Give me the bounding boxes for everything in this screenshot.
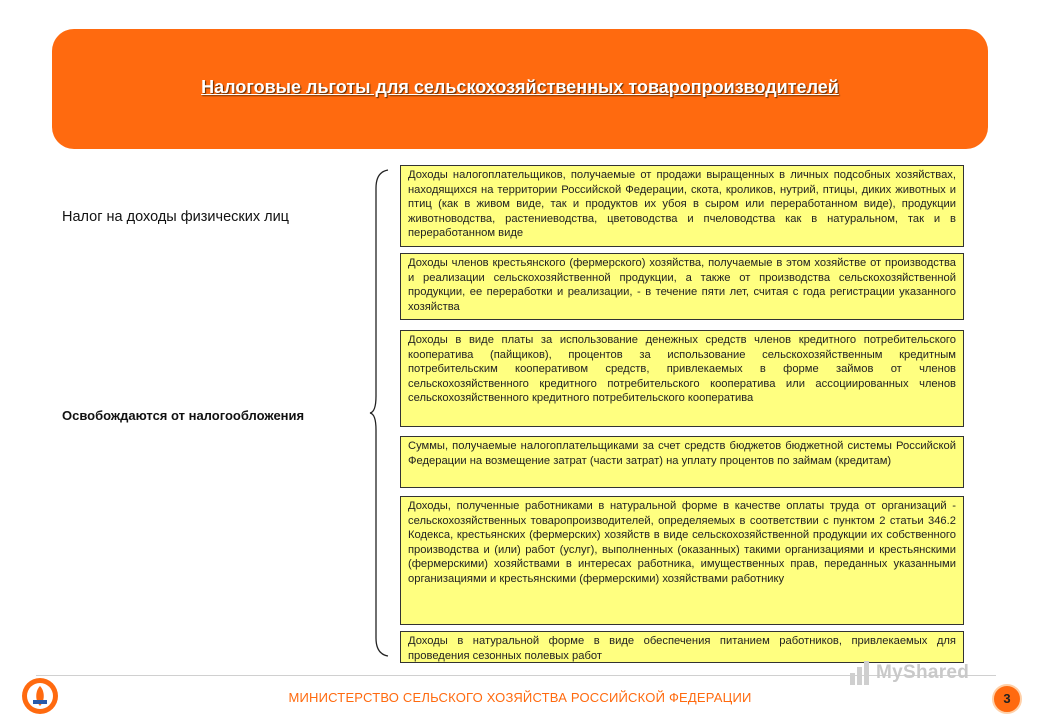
page-number-badge: 3 bbox=[992, 684, 1022, 714]
benefit-item-2: Доходы членов крестьянского (фермерского) хозяйства, получаемые в этом хозяйстве от производства и реализации сельскохозяйственной продукции, а также от производства сельскохозяйственной продукции, ее переработки и реализации, - в течение пяти лет, считая с года регистрации указанного хозяйства bbox=[400, 253, 964, 320]
tax-label: Налог на доходы физических лиц bbox=[62, 209, 289, 225]
curly-brace bbox=[368, 168, 392, 658]
benefit-item-5: Доходы, полученные работниками в натуральной форме в качестве оплаты труда от организаций - сельскохозяйственных товаропроизводителей, определяемых в соответствии с пунктом 2 статьи 346.2 Кодекса, крестьянских (фермерских) хозяйств в виде сельскохозяйственной продукции их собственного производства и (или) работ (услуг), выполненных (оказанных) такими организациями и крестьянскими (фермерскими) хозяйствами в интересах работника, имущественных прав, переданных указанными организациями и крестьянскими (фермерскими) хозяйствами работнику bbox=[400, 496, 964, 625]
page-title: Налоговые льготы для сельскохозяйственных товаропроизводителей bbox=[201, 77, 839, 97]
exempt-label: Освобождаются от налогообложения bbox=[62, 408, 305, 423]
benefit-item-1: Доходы налогоплательщиков, получаемые от продажи выращенных в личных подсобных хозяйствах, находящихся на территории Российской Федерации, скота, кроликов, нутрий, птицы, диких животных и птиц (как в живом виде, так и продуктов их убоя в сыром или переработанном виде), продукции животноводства, растениеводства, цветоводства и пчеловодства как в натуральном, так и в переработанном виде bbox=[400, 165, 964, 247]
watermark-icon bbox=[848, 659, 874, 687]
benefit-item-4: Суммы, получаемые налогоплательщиками за счет средств бюджетов бюджетной системы Российской Федерации на возмещение затрат (части затрат) на уплату процентов по займам (кредитам) bbox=[400, 436, 964, 488]
benefit-item-3: Доходы в виде платы за использование денежных средств членов кредитного потребительского кооператива (пайщиков), процентов за использование сельскохозяйственным кредитным потребительским кооперативом средств, привлекаемых в форме займов от членов сельскохозяйственного кредитного потребительского кооператива или ассоциированных членов сельскохозяйственного кредитного потребительского кооператива bbox=[400, 330, 964, 427]
benefit-item-6: Доходы в натуральной форме в виде обеспечения питанием работников, привлекаемых для проведения сезонных полевых работ bbox=[400, 631, 964, 663]
watermark-text: MyShared bbox=[876, 662, 970, 683]
ministry-footer: МИНИСТЕРСТВО СЕЛЬСКОГО ХОЗЯЙСТВА РОССИЙСКОЙ ФЕДЕРАЦИИ bbox=[288, 690, 752, 705]
